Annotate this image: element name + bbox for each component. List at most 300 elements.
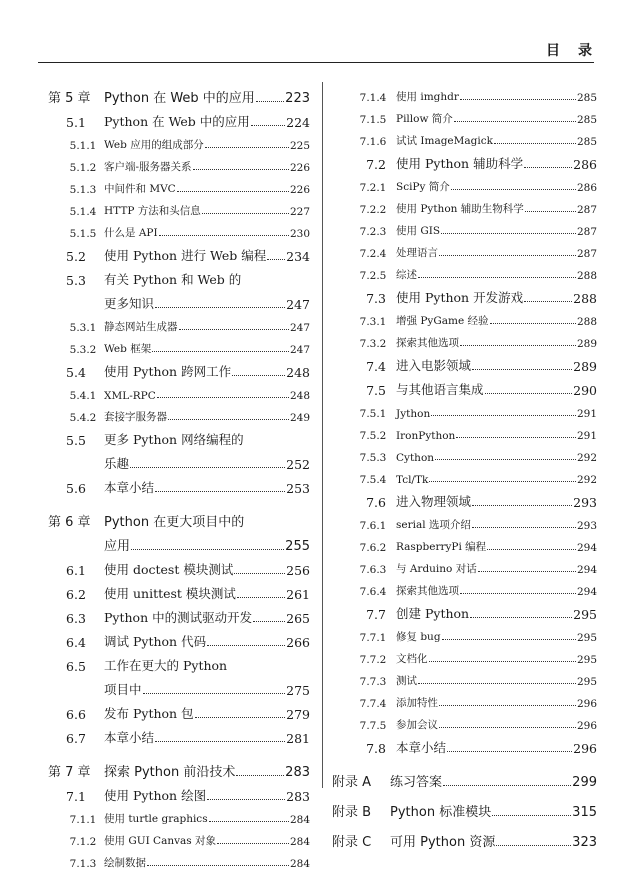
toc-entry-number: 5.3.1 bbox=[69, 322, 97, 334]
toc-entry-number: 7.1.4 bbox=[359, 92, 387, 104]
toc-entry-sec bbox=[48, 264, 310, 288]
toc-entry-number: 5.4.1 bbox=[69, 390, 97, 402]
dot-leader bbox=[217, 842, 289, 844]
dot-leader bbox=[177, 190, 289, 192]
toc-entry-sec bbox=[48, 106, 310, 130]
toc-entry-sub bbox=[332, 306, 597, 328]
toc-entry-sec bbox=[48, 626, 310, 650]
toc-entry-sec bbox=[332, 598, 597, 622]
toc-entry-number: 5.3 bbox=[66, 273, 86, 288]
toc-entry-page: 256 bbox=[286, 563, 310, 578]
toc-entry-page: 234 bbox=[286, 249, 310, 264]
toc-entry-page: 261 bbox=[286, 587, 310, 602]
toc-entry-page: 247 bbox=[286, 297, 310, 312]
toc-entry-page: 248 bbox=[286, 365, 310, 380]
dot-leader bbox=[155, 306, 285, 308]
toc-entry-page: 292 bbox=[576, 474, 597, 486]
toc-entry-title: 创建 Python bbox=[396, 606, 470, 621]
toc-entry-title: 使用 Python 跨网工作 bbox=[104, 364, 232, 379]
toc-entry-number: 7.1.3 bbox=[69, 858, 97, 870]
toc-entry-number: 6.1 bbox=[66, 563, 86, 578]
toc-entry-title: 使用 doctest 模块测试 bbox=[104, 562, 234, 577]
toc-entry-sub bbox=[332, 420, 597, 442]
toc-entry-page: 284 bbox=[289, 814, 310, 826]
toc-entry-title: 与其他语言集成 bbox=[396, 382, 484, 397]
dot-leader bbox=[205, 146, 289, 148]
toc-entry-title: 使用 GUI Canvas 对象 bbox=[104, 835, 217, 847]
toc-entry-sub bbox=[332, 442, 597, 464]
toc-entry-page: 285 bbox=[576, 136, 597, 148]
dot-leader bbox=[130, 466, 285, 468]
toc-entry-title: Python 在更大项目中的 bbox=[104, 515, 245, 530]
toc-entry-number: 5.6 bbox=[66, 481, 86, 496]
toc-entry-page: 253 bbox=[286, 481, 310, 496]
toc-entry-number: 附录 C bbox=[332, 835, 372, 850]
toc-entry-number: 5.1.3 bbox=[69, 184, 97, 196]
toc-entry-number: 7.7.2 bbox=[359, 654, 387, 666]
dot-leader bbox=[492, 814, 571, 816]
toc-entry-sub bbox=[48, 380, 310, 402]
toc-entry-number: 7.5.1 bbox=[359, 408, 387, 420]
toc-entry-page: 299 bbox=[572, 775, 597, 790]
dot-leader bbox=[207, 644, 285, 646]
toc-entry-sec bbox=[48, 288, 310, 312]
dot-leader bbox=[496, 844, 571, 846]
toc-entry-title: 更多 Python 网络编程的 bbox=[104, 432, 244, 447]
dot-leader bbox=[435, 458, 576, 460]
toc-entry-page: 315 bbox=[572, 805, 597, 820]
toc-entry-title: 套接字服务器 bbox=[104, 411, 167, 423]
toc-entry-title: 静态网站生成器 bbox=[104, 321, 178, 333]
toc-entry-sec bbox=[48, 650, 310, 674]
toc-entry-page: 292 bbox=[576, 452, 597, 464]
toc-entry-page: 294 bbox=[576, 542, 597, 554]
toc-entry-page: 287 bbox=[576, 226, 597, 238]
dot-leader bbox=[439, 704, 576, 706]
toc-entry-page: 284 bbox=[289, 858, 310, 870]
toc-entry-sub bbox=[332, 710, 597, 732]
toc-entry-page: 287 bbox=[576, 248, 597, 260]
toc-entry-title: Tcl/Tk bbox=[396, 474, 429, 486]
dot-leader bbox=[524, 166, 572, 168]
toc-entry-page: 284 bbox=[289, 836, 310, 848]
dot-leader bbox=[439, 254, 576, 256]
toc-entry-page: 288 bbox=[573, 291, 597, 306]
toc-entry-title: 使用 Python 辅助科学 bbox=[396, 156, 524, 171]
toc-entry-sub bbox=[48, 152, 310, 174]
toc-right-column bbox=[332, 82, 597, 850]
toc-entry-sec bbox=[332, 350, 597, 374]
dot-leader bbox=[237, 596, 285, 598]
toc-entry-page: 296 bbox=[576, 698, 597, 710]
toc-entry-title: Pillow 简介 bbox=[396, 113, 453, 125]
dot-leader bbox=[487, 548, 576, 550]
toc-entry-title: 使用 imghdr bbox=[396, 91, 459, 103]
toc-entry-page: 247 bbox=[289, 344, 310, 356]
toc-entry-sub bbox=[48, 174, 310, 196]
dot-leader bbox=[472, 504, 572, 506]
toc-entry-number: 第 5 章 bbox=[48, 91, 91, 106]
toc-entry-page: 283 bbox=[285, 765, 310, 780]
column-divider bbox=[322, 82, 323, 788]
dot-leader bbox=[234, 572, 285, 574]
toc-entry-title: 客户端-服务器关系 bbox=[104, 161, 192, 173]
toc-entry-number: 7.5.2 bbox=[359, 430, 387, 442]
toc-entry-number: 5.5 bbox=[66, 433, 86, 448]
dot-leader bbox=[525, 210, 576, 212]
dot-leader bbox=[418, 276, 576, 278]
toc-entry-title: 使用 Python 进行 Web 编程 bbox=[104, 248, 267, 263]
toc-entry-number: 7.5.3 bbox=[359, 452, 387, 464]
toc-entry-page: 252 bbox=[286, 457, 310, 472]
dot-leader bbox=[447, 750, 572, 752]
dot-leader bbox=[131, 548, 284, 550]
dot-leader bbox=[168, 418, 289, 420]
toc-entry-sub bbox=[332, 104, 597, 126]
dot-leader bbox=[236, 774, 284, 776]
toc-entry-title: 应用 bbox=[104, 539, 131, 554]
toc-entry-chap bbox=[48, 506, 310, 530]
dot-leader bbox=[155, 740, 285, 742]
dot-leader bbox=[460, 344, 576, 346]
toc-entry-page: 295 bbox=[573, 607, 597, 622]
toc-entry-page: 293 bbox=[576, 520, 597, 532]
dot-leader bbox=[152, 350, 289, 352]
toc-left-column bbox=[48, 82, 310, 870]
toc-entry-page: 291 bbox=[576, 430, 597, 442]
toc-entry-title: 与 Arduino 对话 bbox=[396, 563, 477, 575]
toc-entry-title: 使用 Python 开发游戏 bbox=[396, 290, 524, 305]
toc-entry-number: 7.3.2 bbox=[359, 338, 387, 350]
toc-entry-number: 7.7.4 bbox=[359, 698, 387, 710]
toc-entry-sec bbox=[332, 282, 597, 306]
toc-entry-sec bbox=[332, 732, 597, 756]
toc-entry-sub bbox=[332, 260, 597, 282]
toc-entry-page: 296 bbox=[573, 741, 597, 756]
toc-entry-sec bbox=[332, 148, 597, 172]
toc-entry-page: 289 bbox=[573, 359, 597, 374]
toc-entry-page: 296 bbox=[576, 720, 597, 732]
toc-entry-number: 5.4.2 bbox=[69, 412, 97, 424]
toc-entry-sec bbox=[48, 674, 310, 698]
toc-entry-title: XML-RPC bbox=[104, 390, 156, 402]
toc-entry-sub bbox=[332, 576, 597, 598]
dot-leader bbox=[179, 328, 289, 330]
dot-leader bbox=[441, 232, 576, 234]
toc-entry-page: 223 bbox=[285, 91, 310, 106]
toc-entry-title: 探索 Python 前沿技术 bbox=[104, 765, 236, 780]
dot-leader bbox=[256, 100, 284, 102]
toc-entry-number: 7.5 bbox=[366, 383, 386, 398]
toc-entry-sub bbox=[48, 826, 310, 848]
toc-entry-number: 7.7.1 bbox=[359, 632, 387, 644]
toc-entry-sub bbox=[332, 688, 597, 710]
toc-entry-title: 发布 Python 包 bbox=[104, 706, 194, 721]
toc-entry-title: Python 在 Web 中的应用 bbox=[104, 91, 255, 106]
toc-entry-number: 7.8 bbox=[366, 741, 386, 756]
toc-entry-number: 7.2.4 bbox=[359, 248, 387, 260]
dot-leader bbox=[460, 98, 576, 100]
toc-entry-sec bbox=[48, 722, 310, 746]
toc-entry-number: 7.2.2 bbox=[359, 204, 387, 216]
toc-entry-title: RaspberryPi 编程 bbox=[396, 541, 487, 553]
toc-entry-number: 6.2 bbox=[66, 587, 86, 602]
toc-entry-number: 7.3.1 bbox=[359, 316, 387, 328]
toc-entry-page: 225 bbox=[289, 140, 310, 152]
toc-entry-title: 使用 Python 辅助生物科学 bbox=[396, 203, 524, 215]
toc-entry-sec bbox=[48, 424, 310, 448]
dot-leader bbox=[193, 168, 289, 170]
toc-entry-number: 5.1.4 bbox=[69, 206, 97, 218]
toc-entry-title: 试试 ImageMagick bbox=[396, 135, 493, 147]
page-header bbox=[38, 38, 610, 63]
toc-entry-number: 7.7.5 bbox=[359, 720, 387, 732]
toc-entry-page: 226 bbox=[289, 184, 310, 196]
dot-leader bbox=[456, 436, 576, 438]
toc-entry-sub bbox=[332, 464, 597, 486]
toc-entry-sub bbox=[332, 194, 597, 216]
toc-entry-number: 7.1.1 bbox=[69, 814, 97, 826]
toc-entry-sub bbox=[48, 334, 310, 356]
toc-entry-page: 283 bbox=[286, 789, 310, 804]
toc-entry-number: 7.5.4 bbox=[359, 474, 387, 486]
toc-entry-title: Cython bbox=[396, 452, 435, 464]
toc-entry-sub bbox=[48, 196, 310, 218]
dot-leader bbox=[195, 716, 286, 718]
dot-leader bbox=[490, 322, 576, 324]
toc-entry-title: 修复 bug bbox=[396, 631, 441, 643]
toc-entry-title: serial 选项介绍 bbox=[396, 519, 471, 531]
toc-entry-title: 调试 Python 代码 bbox=[104, 634, 207, 649]
toc-entry-sub bbox=[332, 666, 597, 688]
toc-entry-title: Jython bbox=[396, 408, 431, 420]
dot-leader bbox=[232, 374, 285, 376]
toc-entry-sub bbox=[48, 218, 310, 240]
toc-entry-number: 7.7 bbox=[366, 607, 386, 622]
dot-leader bbox=[485, 392, 573, 394]
toc-entry-chap bbox=[48, 530, 310, 554]
toc-entry-title: 进入电影领域 bbox=[396, 358, 472, 373]
dot-leader bbox=[478, 570, 576, 572]
toc-entry-sec bbox=[48, 554, 310, 578]
toc-entry-sub bbox=[332, 510, 597, 532]
toc-entry-sub bbox=[332, 554, 597, 576]
toc-entry-app bbox=[332, 760, 597, 790]
toc-entry-page: 281 bbox=[286, 731, 310, 746]
toc-entry-sub bbox=[332, 532, 597, 554]
toc-entry-chap bbox=[48, 756, 310, 780]
toc-entry-page: 279 bbox=[286, 707, 310, 722]
toc-entry-sub bbox=[332, 238, 597, 260]
dot-leader bbox=[439, 726, 576, 728]
toc-entry-sub bbox=[332, 328, 597, 350]
dot-leader bbox=[470, 616, 572, 618]
toc-entry-number: 6.7 bbox=[66, 731, 86, 746]
toc-entry-sec bbox=[332, 486, 597, 510]
dot-leader bbox=[147, 864, 289, 866]
dot-leader bbox=[207, 798, 285, 800]
toc-entry-title: 进入物理领域 bbox=[396, 494, 472, 509]
toc-entry-title: SciPy 简介 bbox=[396, 181, 450, 193]
toc-entry-number: 7.3 bbox=[366, 291, 386, 306]
toc-entry-number: 7.1.2 bbox=[69, 836, 97, 848]
toc-entry-number: 7.2.1 bbox=[359, 182, 387, 194]
toc-entry-title: Web 框架 bbox=[104, 343, 152, 355]
dot-leader bbox=[431, 414, 576, 416]
toc-entry-sec bbox=[48, 698, 310, 722]
toc-entry-number: 7.2 bbox=[366, 157, 386, 172]
toc-entry-title: 乐趣 bbox=[104, 456, 130, 471]
dot-leader bbox=[157, 396, 289, 398]
toc-entry-title: 本章小结 bbox=[104, 730, 155, 745]
toc-entry-page: 226 bbox=[289, 162, 310, 174]
toc-entry-page: 293 bbox=[573, 495, 597, 510]
toc-entry-title: Python 在 Web 中的应用 bbox=[104, 114, 250, 129]
toc-entry-title: 本章小结 bbox=[396, 740, 447, 755]
toc-entry-page: 290 bbox=[573, 383, 597, 398]
toc-entry-sec bbox=[48, 240, 310, 264]
dot-leader bbox=[253, 620, 285, 622]
dot-leader bbox=[472, 526, 576, 528]
toc-entry-title: 有关 Python 和 Web 的 bbox=[104, 272, 242, 287]
toc-entry-page: 224 bbox=[286, 115, 310, 130]
dot-leader bbox=[251, 124, 285, 126]
toc-entry-number: 7.2.3 bbox=[359, 226, 387, 238]
toc-entry-number: 5.2 bbox=[66, 249, 86, 264]
toc-entry-title: 中间件和 MVC bbox=[104, 183, 176, 195]
toc-entry-number: 5.1.5 bbox=[69, 228, 97, 240]
toc-entry-page: 230 bbox=[289, 228, 310, 240]
toc-entry-title: 增强 PyGame 经验 bbox=[396, 315, 489, 327]
page-title: 目录 bbox=[546, 43, 610, 59]
toc-entry-number: 7.1.5 bbox=[359, 114, 387, 126]
toc-entry-title: 本章小结 bbox=[104, 480, 155, 495]
toc-entry-page: 323 bbox=[572, 835, 597, 850]
toc-entry-title: 什么是 API bbox=[104, 227, 158, 239]
toc-entry-sec bbox=[48, 602, 310, 626]
toc-entry-number: 7.7.3 bbox=[359, 676, 387, 688]
toc-entry-page: 286 bbox=[576, 182, 597, 194]
toc-entry-title: 绘制数据 bbox=[104, 857, 146, 869]
toc-entry-sub bbox=[332, 622, 597, 644]
toc-entry-number: 5.1 bbox=[66, 115, 86, 130]
dot-leader bbox=[267, 258, 285, 260]
toc-entry-number: 5.1.2 bbox=[69, 162, 97, 174]
toc-entry-title: 使用 unittest 模块测试 bbox=[104, 586, 236, 601]
toc-entry-page: 295 bbox=[576, 654, 597, 666]
toc-entry-title: 使用 turtle graphics bbox=[104, 813, 208, 825]
toc-entry-number: 7.6.2 bbox=[359, 542, 387, 554]
dot-leader bbox=[494, 142, 576, 144]
toc-entry-sub bbox=[332, 216, 597, 238]
toc-entry-page: 291 bbox=[576, 408, 597, 420]
toc-entry-page: 285 bbox=[576, 114, 597, 126]
toc-entry-page: 286 bbox=[573, 157, 597, 172]
toc-entry-title: Python 中的测试驱动开发 bbox=[104, 610, 253, 625]
toc-entry-title: 探索其他选项 bbox=[396, 337, 459, 349]
toc-entry-number: 附录 A bbox=[332, 775, 372, 790]
toc-entry-number: 附录 B bbox=[332, 805, 372, 820]
toc-entry-page: 285 bbox=[576, 92, 597, 104]
toc-entry-number: 6.4 bbox=[66, 635, 86, 650]
dot-leader bbox=[159, 234, 289, 236]
toc-entry-sub bbox=[48, 402, 310, 424]
toc-entry-page: 265 bbox=[286, 611, 310, 626]
dot-leader bbox=[202, 212, 289, 214]
toc-entry-sub bbox=[332, 172, 597, 194]
toc-entry-sub bbox=[48, 312, 310, 334]
toc-entry-page: 289 bbox=[576, 338, 597, 350]
toc-entry-page: 275 bbox=[286, 683, 310, 698]
toc-entry-number: 7.6.3 bbox=[359, 564, 387, 576]
toc-entry-page: 255 bbox=[285, 539, 310, 554]
toc-entry-number: 7.6.4 bbox=[359, 586, 387, 598]
toc-entry-app bbox=[332, 790, 597, 820]
toc-entry-sub bbox=[332, 644, 597, 666]
toc-entry-title: 处理语言 bbox=[396, 247, 438, 259]
toc-entry-title: 文档化 bbox=[396, 653, 428, 665]
toc-entry-number: 6.6 bbox=[66, 707, 86, 722]
dot-leader bbox=[472, 368, 572, 370]
toc-entry-sub bbox=[48, 804, 310, 826]
toc-entry-number: 6.3 bbox=[66, 611, 86, 626]
toc-entry-sub bbox=[48, 848, 310, 870]
dot-leader bbox=[524, 300, 572, 302]
toc-entry-sec bbox=[48, 472, 310, 496]
toc-entry-sec bbox=[48, 448, 310, 472]
toc-entry-page: 227 bbox=[289, 206, 310, 218]
dot-leader bbox=[429, 660, 576, 662]
toc-entry-sub bbox=[48, 130, 310, 152]
toc-entry-number: 7.4 bbox=[366, 359, 386, 374]
toc-entry-page: 248 bbox=[289, 390, 310, 402]
toc-entry-number: 7.1 bbox=[66, 789, 86, 804]
toc-entry-number: 5.4 bbox=[66, 365, 86, 380]
dot-leader bbox=[155, 490, 285, 492]
toc-entry-title: 使用 Python 绘图 bbox=[104, 788, 207, 803]
dot-leader bbox=[443, 784, 571, 786]
toc-entry-page: 287 bbox=[576, 204, 597, 216]
toc-entry-number: 第 7 章 bbox=[48, 765, 91, 780]
toc-entry-page: 295 bbox=[576, 676, 597, 688]
toc-entry-app bbox=[332, 820, 597, 850]
toc-entry-number: 5.3.2 bbox=[69, 344, 97, 356]
toc-entry-sec bbox=[48, 780, 310, 804]
toc-entry-page: 247 bbox=[289, 322, 310, 334]
toc-entry-title: 可用 Python 资源 bbox=[390, 835, 496, 850]
toc-entry-sub bbox=[332, 82, 597, 104]
toc-entry-page: 288 bbox=[576, 316, 597, 328]
toc-entry-title: 探索其他选项 bbox=[396, 585, 459, 597]
toc-entry-title: 参加会议 bbox=[396, 719, 438, 731]
dot-leader bbox=[451, 188, 576, 190]
toc-entry-page: 294 bbox=[576, 586, 597, 598]
toc-entry-title: HTTP 方法和头信息 bbox=[104, 205, 201, 217]
toc-entry-page: 266 bbox=[286, 635, 310, 650]
toc-entry-number: 6.5 bbox=[66, 659, 86, 674]
dot-leader bbox=[418, 682, 576, 684]
dot-leader bbox=[143, 692, 286, 694]
toc-entry-page: 294 bbox=[576, 564, 597, 576]
toc-entry-title: 项目中 bbox=[104, 682, 142, 697]
dot-leader bbox=[454, 120, 576, 122]
toc-entry-number: 7.6 bbox=[366, 495, 386, 510]
toc-entry-sub bbox=[332, 126, 597, 148]
toc-entry-title: 综述 bbox=[396, 269, 417, 281]
toc-entry-number: 7.1.6 bbox=[359, 136, 387, 148]
toc-entry-title: 更多知识 bbox=[104, 296, 155, 311]
toc-entry-number: 5.1.1 bbox=[69, 140, 97, 152]
